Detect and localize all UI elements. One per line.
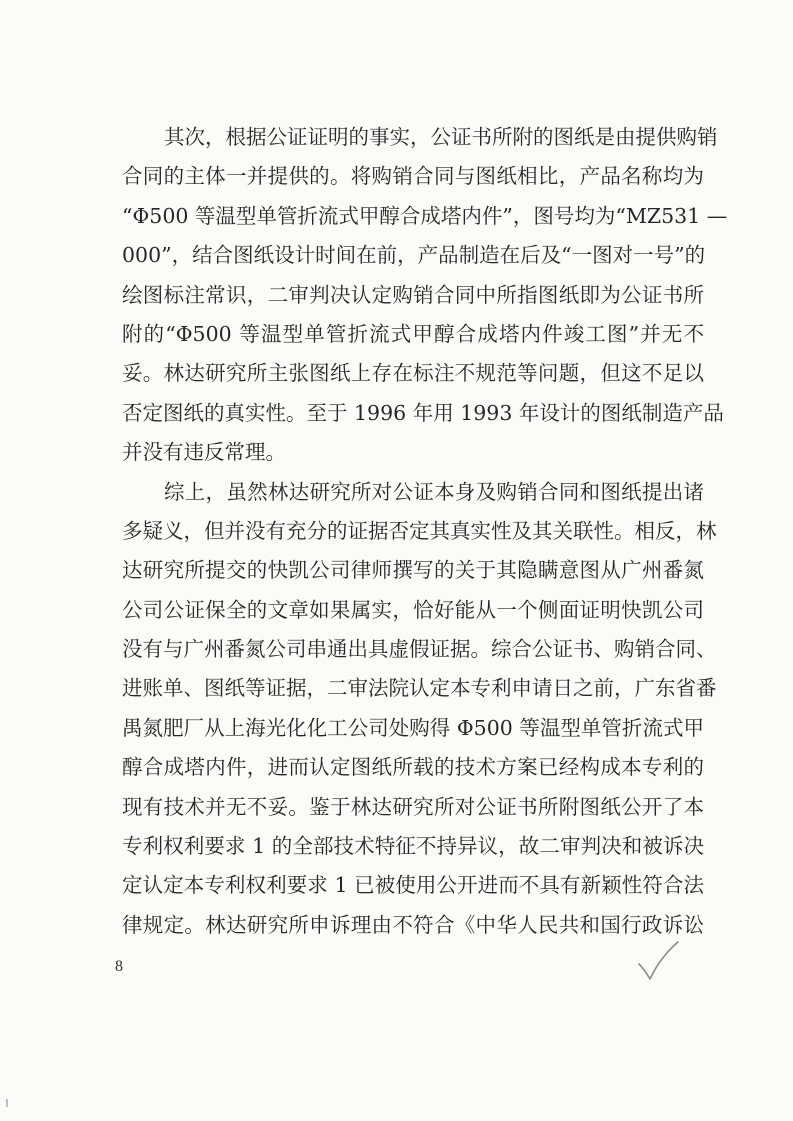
text-line: 附的“Φ500 等温型单管折流式甲醇合成塔内件竣工图”并无不 (122, 321, 704, 346)
text-line: 进账单、图纸等证据，二审法院认定本专利申请日之前，广东省番 (122, 676, 717, 701)
text-line: 公司公证保全的文章如果属实，恰好能从一个侧面证明快凯公司 (122, 597, 704, 622)
text-line: “Φ500 等温型单管折流式甲醇合成塔内件”，图号均为“MZ531 — (122, 203, 728, 228)
text-line: 妥。林达研究所主张图纸上存在标注不规范等问题，但这不足以 (122, 361, 704, 386)
text-line: 绘图标注常识，二审判决认定购销合同中所指图纸即为公证书所 (122, 282, 704, 307)
text-line: 醇合成塔内件，进而认定图纸所载的技术方案已经构成本专利的 (122, 755, 704, 780)
text-line: 定认定本专利权利要求 1 已被使用公开进而不具有新颖性符合法 (122, 873, 704, 898)
text-line: 否定图纸的真实性。至于 1996 年用 1993 年设计的图纸制造产品 (122, 400, 724, 425)
paragraph-1 (122, 118, 728, 473)
text-line: 多疑义，但并没有充分的证据否定其真实性及其关联性。相反，林 (122, 518, 717, 543)
text-line: 禺氮肥厂从上海光化化工公司处购得 Φ500 等温型单管折流式甲 (122, 715, 704, 740)
text-line: 合同的主体一并提供的。将购销合同与图纸相比，产品名称均为 (122, 164, 704, 189)
scan-edge-mark (6, 1099, 8, 1107)
text-line: 综上，虽然林达研究所对公证本身及购销合同和图纸提出诸 (164, 479, 704, 504)
body-text (122, 118, 728, 945)
text-line: 并没有违反常理。 (122, 440, 286, 465)
page-number: 8 (115, 958, 123, 975)
handwritten-check-icon (636, 940, 680, 984)
text-line: 专利权利要求 1 的全部技术特征不持异议，故二审判决和被诉决 (122, 834, 704, 859)
text-line: 没有与广州番氮公司串通出具虚假证据。综合公证书、购销合同、 (122, 637, 717, 662)
text-line: 达研究所提交的快凯公司律师撰写的关于其隐瞒意图从广州番氮 (122, 558, 704, 583)
text-line: 其次，根据公证证明的事实，公证书所附的图纸是由提供购销 (164, 125, 718, 149)
paragraph-2 (122, 473, 717, 946)
text-line: 律规定。林达研究所申诉理由不符合《中华人民共和国行政诉讼 (122, 912, 704, 937)
text-line: 000”，结合图纸设计时间在前，产品制造在后及“一图对一号”的 (122, 243, 706, 268)
text-line: 现有技术并无不妥。鉴于林达研究所对公证书所附图纸公开了本 (122, 794, 704, 819)
